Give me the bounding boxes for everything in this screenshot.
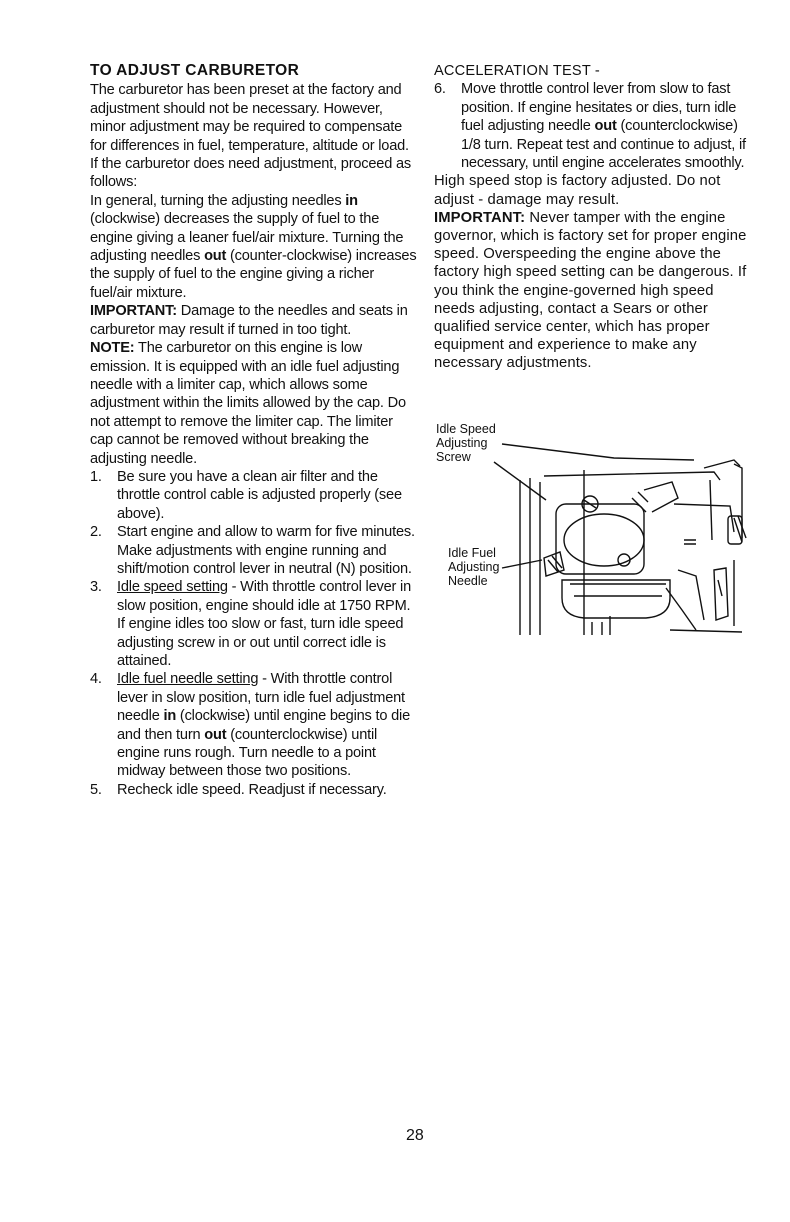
section-title: TO ADJUST CARBURETOR (90, 62, 300, 79)
step-item: 3. Idle speed setting - With throttle control lever in slow position, engine should idle at 1750 RPM. If engine idles too slow or fast, turn idle speed adjusting screw in or out until correct idle is attained. (90, 579, 411, 669)
steps-list (90, 468, 418, 799)
step-item: 2. Start engine and allow to warm for five minutes. Make adjustments with engine running and shift/motion control lever in neutral (N) position. (90, 524, 415, 577)
step-item: 6. Move throttle control lever from slow to fast position. If engine hesitates or dies, turn idle fuel adjusting needle out (counterclockwise) 1/8 turn. Repeat test and continue to adjust, if necessary, until engine accelerates smoothly. (434, 81, 746, 172)
acceleration-test-heading: ACCELERATION TEST - (434, 63, 600, 79)
steps-list-continued (434, 80, 752, 172)
carburetor-illustration (434, 420, 754, 645)
step-item: 1. Be sure you have a clean air filter and the throttle control cable is adjusted properly (see above). (90, 468, 402, 522)
idle-speed-screw-label: Idle Speed Adjusting Screw (436, 422, 496, 464)
note-paragraph: NOTE: The carburetor on this engine is low emission. It is equipped with an idle fuel adjusting needle with a limiter cap, which allows some adjustment within the limits allowed by the cap. Do not attempt to remove the limiter cap. The limiter cap cannot be removed without breaking the adjusting needle. (90, 340, 406, 467)
needle-pointer-line (502, 560, 542, 568)
high-speed-paragraph: High speed stop is factory adjusted. Do not adjust - damage may result. (434, 173, 721, 208)
note-label: NOTE: (90, 340, 135, 357)
right-column (434, 62, 752, 373)
carburetor-figure (434, 420, 754, 645)
important-label: IMPORTANT: (434, 209, 526, 226)
step-item: 4. Idle fuel needle setting - With throttle control lever in slow position, turn idle fuel adjustment needle in (clockwise) until engine begins to die and then turn out (counterclockwise) until engine runs rough. Turn needle to a point midway between those two positions. (90, 671, 411, 780)
general-paragraph: In general, turning the adjusting needles in (clockwise) decreases the supply of fuel to the engine giving a leaner fuel/air mixture. Turning the adjusting needles out (counter-clockwise) increases the supply of fuel to the engine giving a richer fuel/air mixture. (90, 192, 417, 301)
page-number: 28 (406, 1127, 424, 1144)
screw-leader-line (502, 444, 694, 460)
important-label: IMPORTANT: (90, 303, 177, 320)
important-paragraph: IMPORTANT: Damage to the needles and seats in carburetor may result if turned in too tight. (90, 303, 408, 338)
governor-important-paragraph: IMPORTANT: Never tamper with the engine governor, which is factory set for proper engine speed. Overspeeding the engine above the factory high speed setting can be dangerous. If you think the engine-governed high speed needs adjusting, contact a Sears or other qualified service center, which has proper equipment and experience to make any necessary adjustments. (434, 209, 747, 372)
left-column (90, 62, 418, 799)
idle-fuel-needle-label: Idle Fuel Adjusting Needle (448, 546, 500, 588)
intro-paragraph: The carburetor has been preset at the factory and adjustment should not be necessary. However, minor adjustment may be required to compensate for differences in fuel, temperature, altitude or load. If the carburetor does need adjustment, proceed as follows: (90, 82, 411, 191)
step-item: 5. Recheck idle speed. Readjust if necessary. (90, 781, 387, 798)
